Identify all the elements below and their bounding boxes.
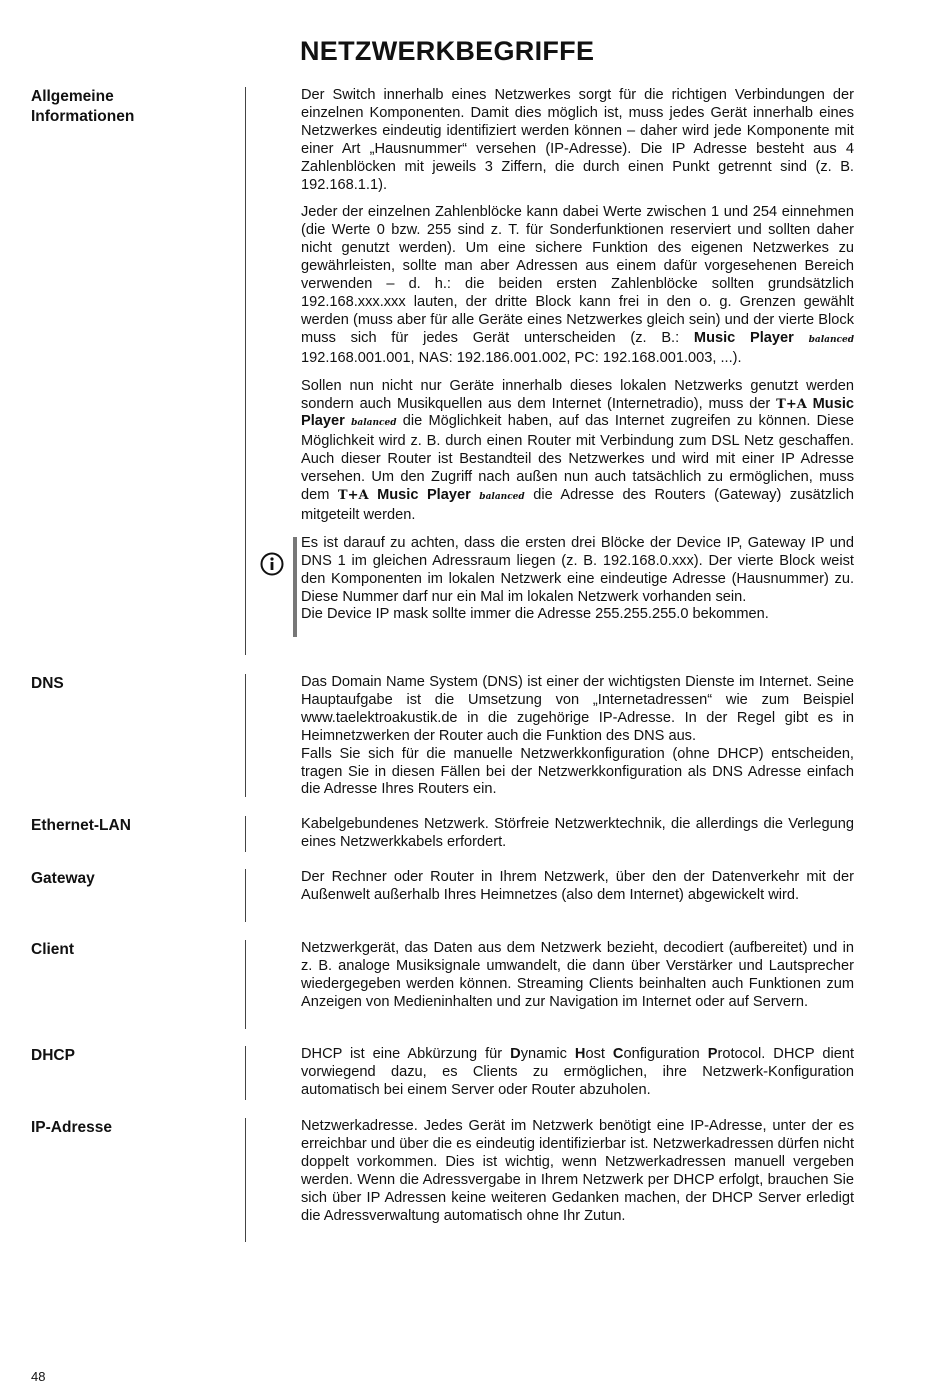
acronym-letter: C — [612, 1046, 624, 1062]
acronym-letter: D — [510, 1046, 521, 1062]
divider-line — [245, 940, 246, 1029]
brand-suffix: balanced — [479, 492, 525, 503]
brand-logo: T+A — [337, 488, 369, 504]
section-label-gateway: Gateway — [31, 870, 95, 887]
text: die Möglichkeit haben, auf das Internet zugreifen zu können. Diese Möglichkeit wird z. B. durch einen Router mit Verbindung zum DSL Netz geschaffen. Auch dieser Router ist Bestandteil des Netzwerkes und wird mit einer IP Adresse versehen. Um den Zugriff nach außen nun auch tatsächlich zu ermöglichen, muss dem — [301, 413, 854, 504]
section-label-general — [31, 87, 134, 127]
text: rotocol. DHCP dient vorwiegend dazu, es Clients zu ermöglichen, ihre Netzwerk-Konfiguration automatisch bei einem Server oder Router abzuholen. — [301, 1046, 855, 1098]
page-number: 48 — [31, 1369, 46, 1384]
text: 192.168.001.001, NAS: 192.186.001.002, PC: 192.168.001.003, ...). — [301, 349, 742, 366]
divider-line — [245, 816, 246, 852]
brand-logo: T+A — [776, 396, 807, 412]
note-text: Es ist darauf zu achten, dass die ersten drei Blöcke der Device IP, Gateway IP und DNS 1 im gleichen Adressraum liegen (z. B. 192.168.0.xxx). Der vierte Block weist den Komponenten im lokalen Netzwerk eine eindeutige Adresse (Hausnummer) zu. Diese Nummer darf nur ein Mal im lokalen Netzwerk vorhanden sein. — [301, 534, 854, 605]
text: DHCP ist eine Abkürzung für — [301, 1046, 503, 1062]
brand-suffix: balanced — [808, 334, 854, 345]
divider-line — [245, 674, 246, 797]
section-label-ip-adresse: IP-Adresse — [31, 1119, 112, 1136]
divider-line — [245, 869, 246, 922]
paragraph: Der Rechner oder Router in Ihrem Netzwerk, über den der Datenverkehr mit der Außenwelt außerhalb Ihres Heimnetzes (also dem Internet) abgewickelt wird. — [301, 869, 854, 903]
info-icon — [260, 552, 284, 576]
paragraph: Der Switch innerhalb eines Netzwerkes sorgt für die richtigen Verbindungen der einzelnen Komponenten. Damit dies möglich ist, muss jedes Gerät innerhalb eines Netzwerkes eindeutig identifiziert werden können – daher wird jede Komponente mit einer Art „Hausnummer“ versehen (IP-Adresse). Die IP Adresse besteht aus 4 Zahlenblöcken mit jeweils 3 Ziffern, die durch einen Punkt getrennt sind (z. B. 192.168.1.1). — [301, 87, 854, 193]
section-content-gateway — [301, 869, 854, 905]
info-note — [301, 535, 854, 625]
section-content-ip-adresse — [301, 1118, 854, 1225]
section-content-general — [301, 87, 854, 624]
note-text: Die Device IP mask sollte immer die Adresse 255.255.255.0 bekommen. — [301, 606, 769, 623]
paragraph: Netzwerkadresse. Jedes Gerät im Netzwerk benötigt eine IP-Adresse, unter der es erreichbar und über die es eindeutig identifizierbar ist. Netzwerkadressen dürfen nicht doppelt vorkommen. Dies ist wichtig, wenn Netzwerkadressen manuell vergeben werden. Wenn die Adressvergabe in Ihrem Netzwerk per DHCP erfolgt, brauchen Sie sich über IP Adressen keine weiteren Gedanken machen, der DHCP Server erledigt die Adressverwaltung automatisch ohne Ihr Zutun. — [301, 1118, 854, 1224]
text: die Adresse des Routers (Gateway) zusätzlich mitgeteilt werden. — [301, 487, 854, 523]
section-label-ethernet-lan: Ethernet-LAN — [31, 817, 131, 834]
section-label-dns: DNS — [31, 675, 64, 692]
paragraph — [301, 204, 854, 367]
paragraph: Falls Sie sich für die manuelle Netzwerkkonfiguration (ohne DHCP) entscheiden, tragen Sie in diesen Fällen bei der Netzwerkkonfiguration als DNS Adresse einfach die Adresse Ihres Routers ein. — [301, 745, 854, 798]
paragraph: Kabelgebundenes Netzwerk. Störfreie Netzwerktechnik, die allerdings die Verlegung eines Netzwerkkabels erfordert. — [301, 816, 854, 850]
label-line1: Allgemeine — [31, 88, 114, 105]
acronym-letter: P — [707, 1046, 718, 1062]
text: onfiguration — [623, 1046, 700, 1062]
brand-name: Music Player — [693, 329, 794, 346]
note-bar — [293, 537, 297, 637]
paragraph: Das Domain Name System (DNS) ist einer der wichtigsten Dienste im Internet. Seine Hauptaufgabe ist die Umsetzung von „Internetadressen“ wie zum Beispiel www.taelektroakustik.de in die zugehörige IP-Adresse. In der Regel gibt es in Heimnetzwerken der Router auch die Funktion des DNS aus. — [301, 674, 854, 744]
paragraph — [301, 378, 854, 525]
page-title: NETZWERKBEGRIFFE — [300, 36, 595, 66]
section-label-client: Client — [31, 941, 75, 958]
section-content-dhcp — [301, 1046, 854, 1100]
acronym-letter: H — [574, 1046, 586, 1062]
paragraph — [301, 1046, 854, 1100]
text: ynamic — [520, 1046, 567, 1062]
divider-line — [245, 87, 246, 655]
divider-line — [245, 1118, 246, 1242]
text: Sollen nun nicht nur Geräte innerhalb dieses lokalen Netzwerks genutzt werden sondern auch Musikquellen aus dem Internet (Internetradio), muss der — [301, 377, 854, 412]
text: ost — [585, 1046, 605, 1062]
section-content-dns — [301, 674, 854, 799]
section-content-client — [301, 940, 854, 1012]
divider-line — [245, 1046, 246, 1100]
text: Jeder der einzelnen Zahlenblöcke kann dabei Werte zwischen 1 und 254 einnehmen (die Werte 0 bzw. 255 sind z. T. für Sonderfunktionen reserviert und sollten daher nicht genutzt werden). Um eine sichere Funktion des eigenen Netzwerkes zu gewährleisten, sollte man aber Adressen aus einem dafür vorgesehenen Bereich verwenden – d. h.: die beiden ersten Zahlenblöcke sollten grundsätzlich 192.168.xxx.xxx lauten, der dritte Block kann frei in den o. g. Grenzen gewählt werden (muss aber für alle Geräte eines Netzwerkes gleich sein) und der vierte Block muss sich für jedes Gerät unterscheiden (z. B.: — [301, 204, 854, 346]
brand-name: Music Player — [377, 487, 471, 504]
paragraph: Netzwerkgerät, das Daten aus dem Netzwerk bezieht, decodiert (aufbereitet) und in z. B. analoge Musiksignale umwandelt, die dann über Verstärker und Lautsprecher wiedergegeben werden können. Streaming Clients beinhalten auch Funktionen zum Anzeigen von Medieninhalten und zur Navigation im Internet oder auf Servern. — [301, 940, 854, 1010]
section-content-ethernet-lan — [301, 816, 854, 852]
brand-name: Music Player — [301, 395, 854, 430]
label-line2: Informationen — [31, 108, 135, 125]
brand-suffix: balanced — [351, 418, 397, 429]
section-label-dhcp: DHCP — [31, 1047, 75, 1064]
